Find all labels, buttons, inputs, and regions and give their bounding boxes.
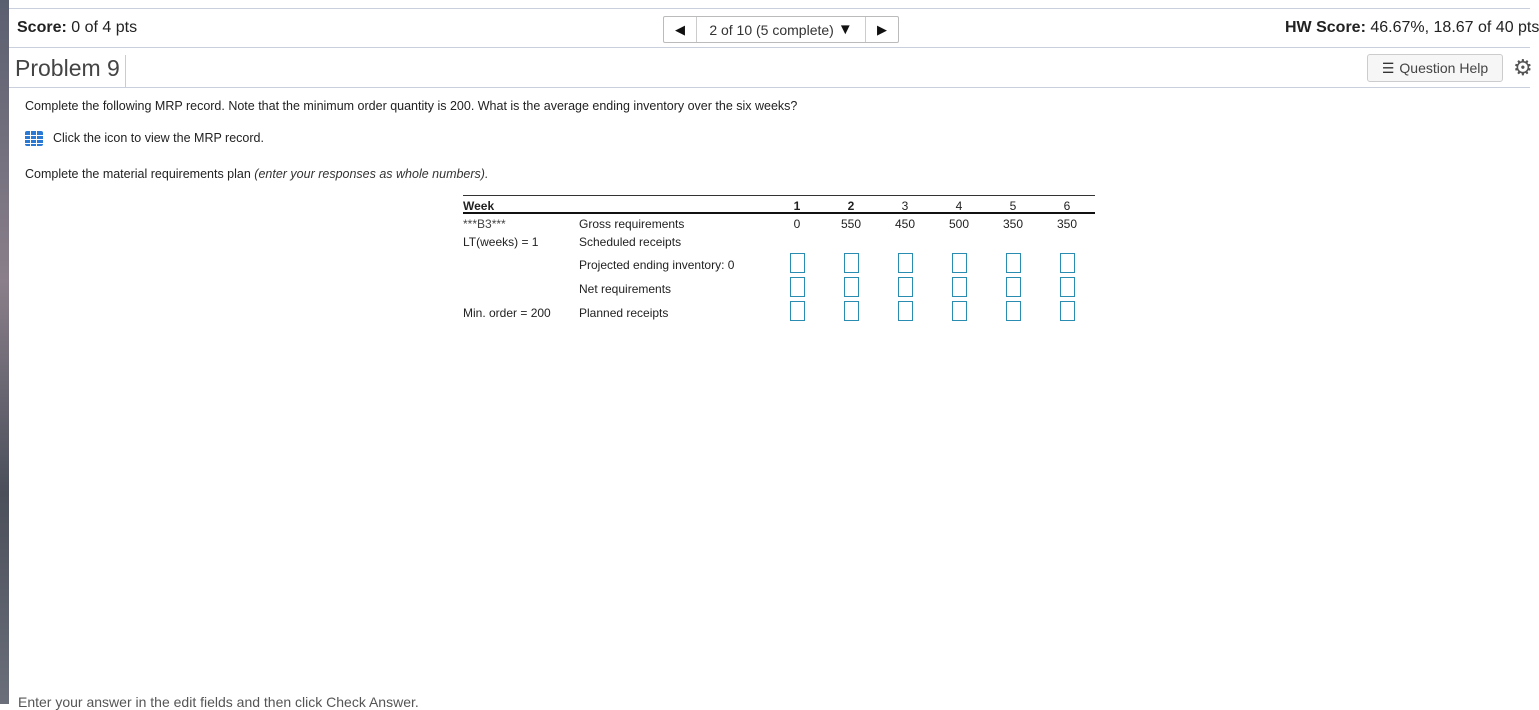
hw-score-value: 46.67%, 18.67 of 40 pts (1370, 19, 1539, 36)
next-question-button[interactable]: ▶ (877, 21, 887, 37)
projected-inventory-input[interactable] (790, 253, 805, 273)
question-help-label: Question Help (1399, 60, 1489, 76)
row-label: Net requirements (579, 282, 672, 296)
desktop-background (0, 0, 9, 704)
item-name: ***B3*** (463, 217, 506, 231)
prev-question-button[interactable]: ◀ (675, 21, 685, 37)
table-icon[interactable] (25, 131, 43, 146)
gross-value: 350 (1002, 217, 1024, 231)
planned-receipts-input[interactable] (1060, 301, 1075, 321)
footer-note: Enter your answer in the edit fields and then click Check Answer. (18, 694, 419, 710)
week-number: 4 (955, 199, 963, 213)
planned-receipts-input[interactable] (790, 301, 805, 321)
hw-score-label: HW Score: (1285, 19, 1366, 36)
row-label: Gross requirements (579, 217, 685, 231)
projected-inventory-input[interactable] (844, 253, 859, 273)
net-requirements-row (463, 275, 1095, 299)
week-header-row (463, 195, 1095, 214)
gross-value: 500 (948, 217, 970, 231)
question-navigator (663, 16, 899, 43)
net-requirements-input[interactable] (1006, 277, 1021, 297)
projected-inventory-row (463, 251, 1095, 275)
hw-score (1285, 19, 1539, 37)
instruction-text (25, 167, 488, 181)
week-number: 5 (1009, 199, 1017, 213)
gross-value: 350 (1056, 217, 1078, 231)
row-label: Projected ending inventory: 0 (579, 258, 735, 272)
row-label: Scheduled receipts (579, 235, 682, 249)
planned-receipts-input[interactable] (952, 301, 967, 321)
planned-receipts-row (463, 299, 1095, 323)
projected-inventory-input[interactable] (1006, 253, 1021, 273)
gear-icon[interactable]: ⚙ (1513, 55, 1533, 80)
list-icon: ☰ (1381, 59, 1395, 76)
projected-inventory-input[interactable] (1060, 253, 1075, 273)
score-value: 0 of 4 pts (71, 19, 138, 36)
question-text: Complete the following MRP record. Note that the minimum order quantity is 200. What is the average ending inventory over the six weeks? (25, 99, 798, 113)
net-requirements-input[interactable] (952, 277, 967, 297)
planned-receipts-input[interactable] (898, 301, 913, 321)
chevron-down-icon: ▼ (837, 21, 853, 38)
row-label: Planned receipts (579, 306, 669, 320)
problem-title: Problem 9 (15, 55, 126, 87)
question-position: 2 of 10 (5 complete) (709, 21, 834, 38)
divider (9, 47, 1530, 48)
week-number: 1 (793, 199, 801, 213)
net-requirements-input[interactable] (1060, 277, 1075, 297)
gross-value: 450 (894, 217, 916, 231)
net-requirements-input[interactable] (790, 277, 805, 297)
instruction-italic: (enter your responses as whole numbers). (254, 167, 489, 181)
net-requirements-input[interactable] (898, 277, 913, 297)
mrp-record-link[interactable] (25, 131, 264, 146)
gross-requirements-row (463, 214, 1095, 233)
instruction: Complete the material requirements plan (25, 167, 251, 181)
min-order: Min. order = 200 (463, 306, 551, 320)
question-select[interactable] (696, 17, 866, 42)
mrp-link-text: Click the icon to view the MRP record. (53, 131, 264, 145)
gross-value: 0 (793, 217, 801, 231)
divider (9, 87, 1530, 88)
scheduled-receipts-row (463, 233, 1095, 251)
gross-value: 550 (840, 217, 862, 231)
planned-receipts-input[interactable] (844, 301, 859, 321)
week-label: Week (463, 199, 495, 213)
divider (9, 8, 1530, 9)
week-number: 3 (901, 199, 909, 213)
score (17, 19, 137, 37)
score-label: Score: (17, 19, 67, 36)
net-requirements-input[interactable] (844, 277, 859, 297)
projected-inventory-input[interactable] (952, 253, 967, 273)
lead-time: LT(weeks) = 1 (463, 235, 539, 249)
week-number: 2 (847, 199, 855, 213)
planned-receipts-input[interactable] (1006, 301, 1021, 321)
question-help-button[interactable] (1367, 54, 1503, 82)
projected-inventory-input[interactable] (898, 253, 913, 273)
week-number: 6 (1063, 199, 1071, 213)
mrp-table (463, 195, 1095, 323)
